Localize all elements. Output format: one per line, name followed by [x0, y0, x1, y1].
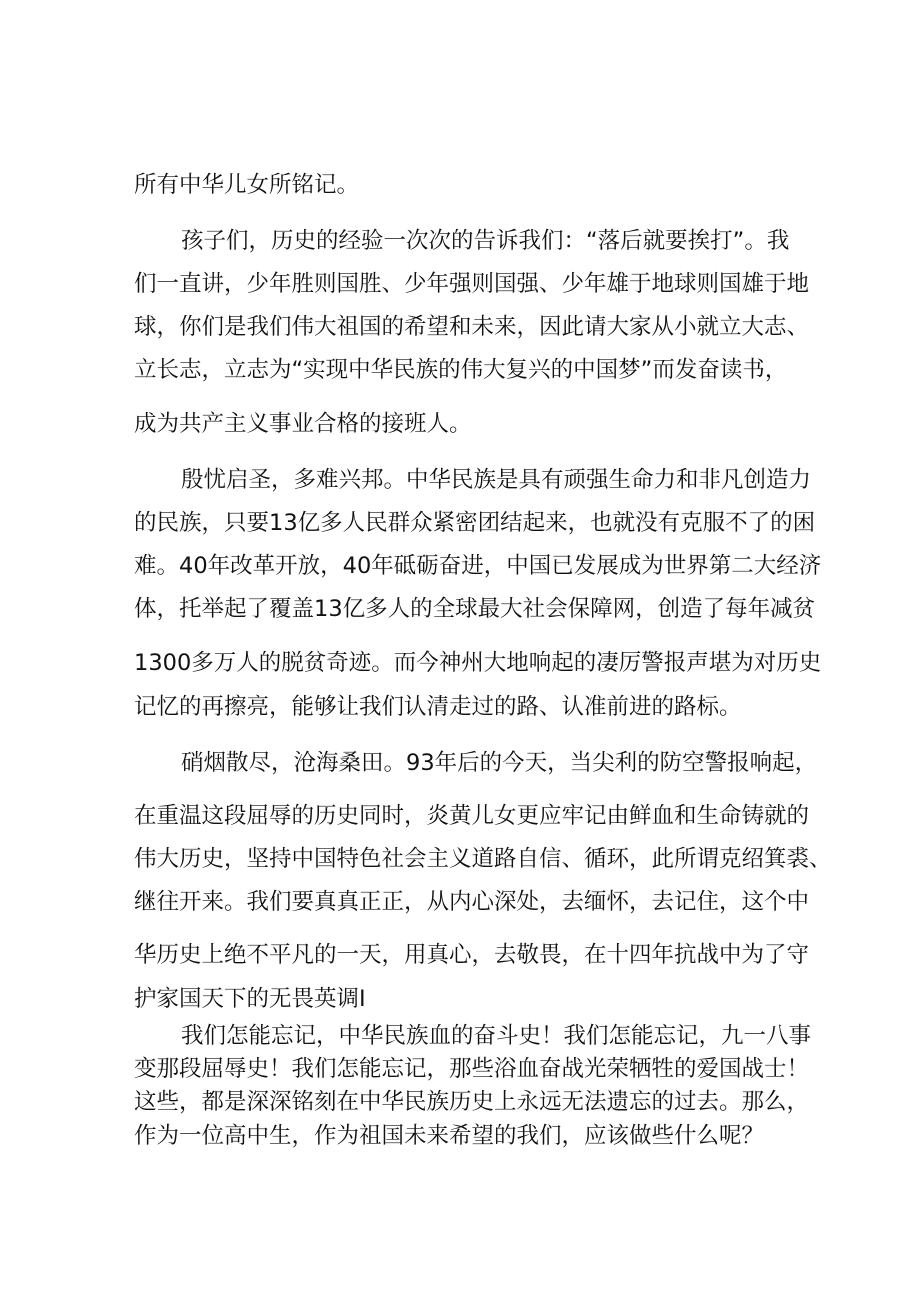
text-line: 在重温这段屈辱的历史同时，炎黄儿女更应牢记由鲜血和生命铸就的: [134, 803, 810, 829]
text-line: 华历史上绝不平凡的一天，用真心，去敬畏，在十四年抗战中为了守: [134, 942, 810, 968]
paragraph-first-line: 我们怎能忘记，中华民族血的奋斗史！我们怎能忘记，九一八事: [181, 1023, 812, 1049]
paragraph-first-line: 孩子们，历史的经验一次次的告诉我们：“落后就要挨打”。我: [181, 228, 790, 254]
text-line: 所有中华儿女所铭记。: [134, 172, 360, 198]
text-line: 记忆的再擦亮，能够让我们认清走过的路、认准前进的路标。: [134, 694, 742, 720]
text-line: 球，你们是我们伟大祖国的希望和未来，因此请大家从小就立大志、: [134, 314, 810, 340]
text-line: 体，托举起了覆盖13亿多人的全球最大社会保障网，创造了每年减贫: [134, 596, 816, 622]
text-line: 继往开来。我们要真真正正，从内心深处，去缅怀，去记住，这个中: [134, 889, 810, 915]
text-line: 变那段屈辱史！我们怎能忘记，那些浴血奋战光荣牺牲的爱国战士！: [134, 1056, 810, 1082]
text-line: 们一直讲，少年胜则国胜、少年强则国强、少年雄于地球则国雄于地: [134, 271, 810, 297]
text-line: 立长志，立志为“实现中华民族的伟大复兴的中国梦”而发奋读书，: [134, 357, 788, 383]
text-line: 伟大历史，坚持中国特色社会主义道路自信、循环，此所谓克绍箕裘、: [134, 846, 832, 872]
paragraph-first-line: 殷忧启圣，多难兴邦。中华民族是具有顽强生命力和非凡创造力: [181, 467, 812, 493]
text-line: 作为一位高中生，作为祖国未来希望的我们，应该做些什么呢？: [134, 1123, 765, 1149]
text-line: 护家国天下的无畏英调I: [134, 986, 366, 1012]
text-line: 1300多万人的脱贫奇迹。而今神州大地响起的凄厉警报声堪为对历史: [134, 650, 822, 676]
paragraph-first-line: 硝烟散尽，沧海桑田。93年后的今天，当尖利的防空警报响起，: [181, 750, 818, 776]
text-line: 这些，都是深深铭刻在中华民族历史上永远无法遗忘的过去。那么，: [134, 1089, 810, 1115]
text-line: 难。40年改革开放，40年砥砺奋进，中国已发展成为世界第二大经济: [134, 553, 822, 579]
text-line: 成为共产主义事业合格的接班人。: [134, 411, 472, 437]
text-line: 的民族，只要13亿多人民群众紧密团结起来，也就没有克服不了的困: [134, 510, 816, 536]
